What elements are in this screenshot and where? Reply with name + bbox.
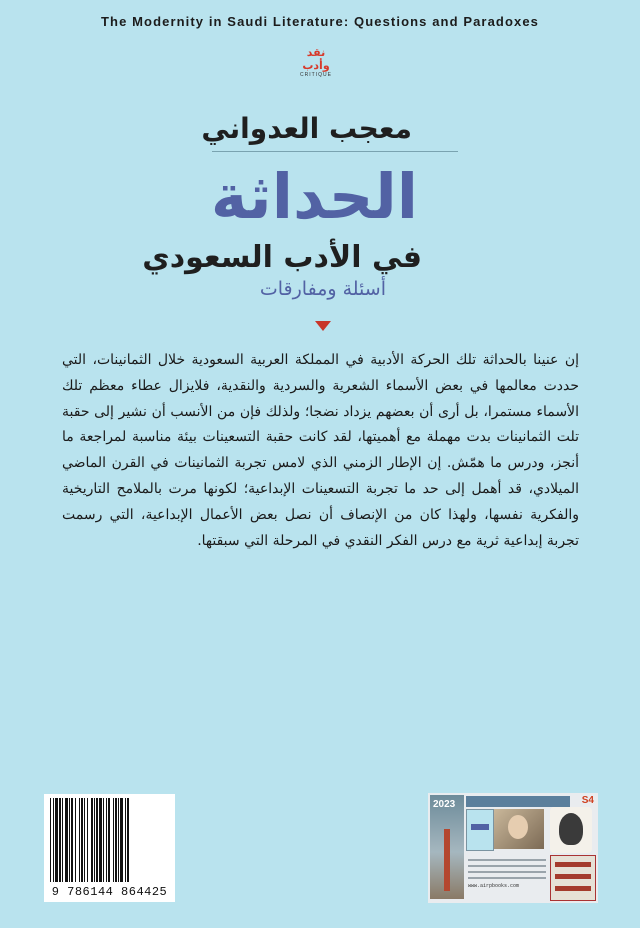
isbn-number: 9 786144 864425 bbox=[51, 885, 168, 899]
barcode-bar bbox=[71, 798, 73, 882]
barcode-bar bbox=[53, 798, 54, 882]
author-photo bbox=[494, 809, 544, 849]
mini-book-cover bbox=[466, 809, 494, 851]
author-name: معجب العدواني bbox=[201, 112, 412, 145]
barcode-bar bbox=[99, 798, 102, 882]
isbn-barcode bbox=[44, 794, 175, 902]
panel-text-lines bbox=[468, 855, 546, 883]
mini-title-bar bbox=[471, 824, 489, 830]
barcode-bar bbox=[65, 798, 68, 882]
barcode-bar bbox=[96, 798, 98, 882]
barcode-bar bbox=[115, 798, 117, 882]
tower-shape bbox=[444, 829, 450, 891]
price-badge: S4 bbox=[581, 795, 594, 806]
publisher-logo-arabic: نقد وأدب bbox=[302, 46, 330, 72]
publisher-website: www.airpbooks.com bbox=[468, 883, 520, 889]
author-divider bbox=[212, 151, 458, 152]
publisher-logo-icon bbox=[550, 855, 596, 901]
panel-header-bar bbox=[466, 796, 570, 807]
logo-bar bbox=[555, 862, 591, 867]
barcode-bar bbox=[125, 798, 126, 882]
barcode-bar bbox=[91, 798, 93, 882]
logo-bar bbox=[555, 874, 591, 879]
year-label: 2023 bbox=[433, 799, 456, 810]
logo-bar bbox=[555, 886, 591, 891]
barcode-bar bbox=[75, 798, 76, 882]
barcode-bar bbox=[62, 798, 63, 882]
barcode-bar bbox=[103, 798, 104, 882]
city-photo bbox=[430, 795, 464, 899]
back-cover-blurb: إن عنينا بالحداثة تلك الحركة الأدبية في المملكة العربية السعودية خلال الثمانينات، التي حددت معالمها في بعض الأسماء الشعرية والسردية والنقدية، فلايزال عطاء معظم تلك الأسماء مستمرا، بل أرى أن بعضهم يزداد نضجا؛ ولذلك فإن من الأنسب أن نشير إلى حقبة تلت الثمانينات بدت مهملة مع أهميتها، لقد كانت حقبة التسعينات بيئة مناسبة لمراجعة ما أنجز، ودرس ما همّش. إن الإطار الزمني الذي لامس تجربة الثمانينات في القرن الماضي الميلادي، قد أهمل إلى حد ما تجربة التسعينات الإبداعية؛ لكونها مرت بالملامح التاريخية والفكرية نفسها، ولهذا كان من الإنصاف أن نصل بعض الأعمال الإبداعية، التي رسمت تجربة إبداعية ثرية مع درس الفكر النقدي في المرحلة التي سبقتها. bbox=[62, 352, 579, 549]
barcode-bar bbox=[55, 798, 58, 882]
barcode-bar bbox=[113, 798, 114, 882]
barcode-bar bbox=[79, 798, 80, 882]
publisher-logo bbox=[293, 46, 339, 78]
barcode-bar bbox=[127, 798, 129, 882]
portrait-seal bbox=[550, 807, 592, 853]
barcode-bar bbox=[94, 798, 95, 882]
barcode-bar bbox=[69, 798, 70, 882]
book-tagline: أسئلة ومفارقات bbox=[259, 278, 386, 300]
barcode-bar bbox=[108, 798, 110, 882]
english-title: The Modernity in Saudi Literature: Questions and Paradoxes bbox=[101, 14, 539, 29]
barcode-bar bbox=[50, 798, 51, 882]
publisher-ad-panel bbox=[428, 793, 598, 903]
barcode-bar bbox=[84, 798, 85, 882]
book-subtitle: في الأدب السعودي bbox=[142, 240, 422, 275]
triangle-marker-icon bbox=[315, 321, 331, 331]
publisher-logo-latin: CRITIQUE bbox=[300, 72, 332, 78]
profile-head-shape bbox=[559, 813, 583, 845]
barcode-bars bbox=[50, 798, 169, 882]
barcode-bar bbox=[87, 798, 88, 882]
barcode-bar bbox=[106, 798, 107, 882]
barcode-bar bbox=[118, 798, 119, 882]
barcode-bar bbox=[59, 798, 61, 882]
barcode-bar bbox=[81, 798, 83, 882]
face-shape bbox=[508, 815, 528, 839]
book-title: الحداثة bbox=[210, 160, 418, 233]
barcode-bar bbox=[120, 798, 123, 882]
